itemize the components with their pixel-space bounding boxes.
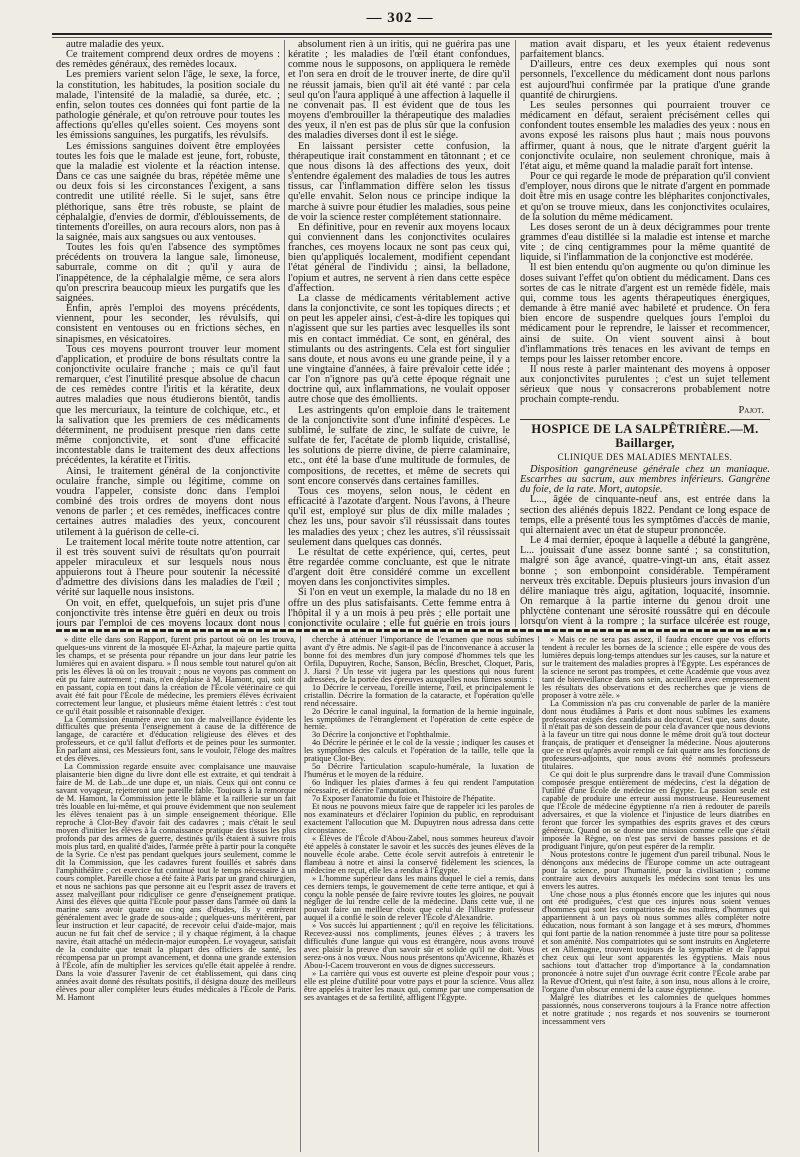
paragraph: Le traitement local mérite toute notre attention, car il est très souvent suivi de résultats qu'on pourrait appeler miraculeux et sur lesquels nous nous appuierons tout à l'heure pour soutenir la nécessité d'admettre des divisions dans les maladies de l'œil ; vérité sur laquelle nous insistons. — [56, 536, 280, 599]
header-rule-thin — [52, 37, 772, 38]
paragraph: Tous ces moyens pourront trouver leur moment d'application, et produire de bons résultats contre la conjonctivite oculaire franche ; mais ce qu'il faut remarquer, c'est l'inutilité presque absolue de chacun de ces remèdes contre l'iritis et la kératite, deux autres maladies que nous étudierons bientôt, tandis que les mercuriaux, la teinture de colchique, etc., et la salivation que les premiers de ces médicaments déterminent, ne produisent presque rien dans cette même conjonctivite, et sont d'une efficacité incontestable dans le traitement des deux affections précédentes, la kératite et l'iritis. — [56, 343, 280, 467]
paragraph: mation avait disparu, et les yeux étaient redevenus parfaitement blancs. — [520, 40, 770, 61]
paragraph: 5o Décrire l'articulation scapulo-humérale, la luxation de l'humérus et le moyen de la réduire. — [304, 762, 534, 780]
paragraph: Les astringents qu'on emploie dans le traitement de la conjonctivite sont d'une infinité d'espèces. Le sublimé, le sulfate de zinc, le sulfate de cuivre, le sulfate de fer, l'acétate de plomb liquide, cristallisé, les solutions de pierre divine, de pierre calaminaire, etc., ont été la base d'une multitude de formules, de compositions, de recettes, et même de secrets qui sont encore conservés dans certaines familles. — [288, 404, 510, 487]
paragraph: Tous ces moyens, selon nous, le cèdent en efficacité à l'azotate d'argent. Nous l'avons, à l'heure qu'il est, employé sur plus de dix mille malades ; chez les uns, pour savoir s'il réussissait dans toutes les maladies des yeux ; chez les autres, s'il réussissait seulement dans quelques cas donnés. — [288, 485, 510, 548]
clinique-subheading: CLINIQUE DES MALADIES MENTALES. — [557, 451, 733, 462]
paragraph: L..., âgée de cinquante-neuf ans, est entrée dans la section des aliénés depuis 1822. Pendant ce long espace de temps, elle a présenté tous les symptômes d'accès de manie, qui alternaient avec un état de stupeur prononcée. — [520, 494, 770, 536]
paragraph: La Commission énumère avec un ton de malveillance évidente les difficultés que présenta l'enseignement à cause de la différence de langage, de caractère et d'éducation religieuse des élèves et des professeurs, et ce qu'il fallut d'efforts et de peines pour les surmonter. En parlant ainsi, ces Messieurs font, sans le vouloir, l'éloge des maîtres et des élèves. — [56, 714, 296, 764]
paragraph: On voit, en effet, quelquefois, un sujet pris d'une conjonctivite très intense être guéri en deux ou trois jours par l'emploi de ces moyens locaux dont nous — [56, 597, 280, 627]
paragraph: Les émissions sanguines doivent être employées toutes les fois que le malade est jeune, fort, robuste, que la maladie est violente et la réaction intense. Dans ce cas une saignée du bras, répétée même une ou deux fois si les circonstances l'exigent, a sans contredit une utilité réelle. Si le sujet, sans être pléthorique, sans être très robuste, se plaint de céphalalgie, d'envies de dormir, d'éblouissements, de tintements d'oreilles, on aura recours alors, non pas à la saignée, mais aux sangsues ou aux ventouses. — [56, 140, 280, 243]
paragraph: » Mais ce ne sera pas assez, il faudra encore que vos efforts tendent à reculer les bornes de la science ; elle espère de vous des lumières depuis long-temps attendues sur les causes, sur la nature et sur le traitement des maladies propres à l'Égypte. Les espérances de la science ne seront pas trompées, et cette Académie que vous avez tant de bienveillance dans son sein, accueillera avec empressement les résultats des observations et des recherches que je viens de proposer à votre zèle. » — [542, 636, 770, 700]
article-column-2 — [288, 40, 510, 627]
column-divider — [300, 636, 301, 1152]
paragraph: La Commission n'a pas cru convenable de parler de la manière dont nous étudiâmes à Paris et dont nous subîmes les examens professorat exigés des candidats au doctorat. C'est que, sans doute, il n'était pas de son dessein de pour cela d'avancer que nous devions à la faveur un titre qui nous donne le même droit qu'à tout docteur français, de pratiquer et d'enseigner la médecine. Nous ajouterons que ce n'est qu'après avoir rempli ce fait quatre ans les fonctions de professeurs-adjoints, que nous avons été nommés professeurs titulaires. — [542, 698, 770, 772]
feuilleton-column-1 — [56, 636, 296, 1152]
paragraph: Le résultat de cette expérience, qui, certes, peut être regardée comme concluante, est que le nitrate d'argent doit être considéré comme un excellent moyen dans les conjonctivites simples. — [288, 546, 510, 589]
feuilleton-column-2 — [304, 636, 534, 1152]
paragraph: » ditte elle dans son Rapport, furent pris partout où on les trouva, quelques-uns vinrent de la mosquée El-Azhar, la majeure partie quitta les champs, et se présenta pour répandre un jour dans leur patrie les lumières qui en avaient disparu. » Il nous semble tout naturel qu'on ait pris les élèves là où on les trouvait ; nous ne voyons pas comment on eût pu faire autrement ; mais, n'en déplaise à M. Hamont, qui, soit dit en passant, copia en tout dans la création de l'École vétérinaire ce qui avait été fait pour l'École de médecine, les premiers élèves écrivaient correctement leur langue, et plusieurs même étaient lettrés : c'est tout ce qu'il était possible et raisonnable d'exiger. — [56, 636, 296, 716]
paragraph: autre maladie des yeux. — [66, 40, 165, 50]
paragraph: Ce qui doit le plus surprendre dans le travail d'une Commission composée presque entièrement de médecins, c'est la dégation de l'utilité d'une École de médecine en Égypte. La passion seule est capable de produire une erreur aussi monstrueuse. Heureusement que l'École de médecine égyptienne n'a rien à redouter de pareils adversaires, et que la violence et l'injustice de leurs diatribes en feront que forcer les sympathies des esprits graves et des cœurs généreux. Quand on se donne une mission comme celle que s'était imposée la Règne, on n'est pas servi de basses passions et de prodiguant l'injure, qu'on peut espérer de la remplir. — [542, 770, 770, 851]
column-divider — [538, 636, 539, 1152]
paragraph: 6o Indiquer les plaies d'armes à feu qui rendent l'amputation nécessaire, et décrire l'amputation. — [304, 778, 534, 796]
paragraph: Les seules personnes qui pourraient trouver ce médicament en défaut, seraient précisément celles qui confondent toutes ensemble les maladies des yeux : nous en avons exposé les raisons plus haut ; mais nous pouvons affirmer, quant à nous, que le nitrate d'argent guérit la conjonctivite oculaire, non seulement chronique, mais à l'état aigu, et même quand la maladie paraît fort intense. — [520, 99, 770, 172]
paragraph: Les premiers varient selon l'âge, le sexe, la force, la constitution, les habitudes, la position sociale du malade, l'intensité de la maladie, sa durée, etc. ; enfin, selon toutes ces données qui font partie de la pathologie générale, et qu'on retrouve pour toutes les affections qu'elles qu'elles soient. Ces moyens sont les émissions sanguines, les purgatifs, les révulsifs. — [56, 69, 280, 142]
paragraph: Les doses seront de un à deux décigrammes pour trente grammes d'eau distillée si la maladie est intense et marche vite ; de cinq centigrammes pour la même quantité de liquide, si l'inflammation de la conjonctive est modérée. — [520, 221, 770, 264]
column-divider — [284, 40, 285, 627]
paragraph: Ce traitement comprend deux ordres de moyens : des remèdes généraux, des remèdes locaux. — [56, 49, 280, 71]
paragraph: » L'homme supérieur dans les mains duquel le ciel a remis, dans ces derniers temps, le gouvernement de cette terre antique, et qui à conçu la noble pensée de faire revivre toutes les gloires, ne pouvait négliger de lui rendre celle de la médecine. Dans cette vue, il ne pouvait faire un meilleur choix que celui de l'illustre professeur auquel il a confié le soin de relever l'École d'Alexandrie. — [304, 873, 534, 923]
article-column-3 — [520, 40, 770, 627]
paragraph: » La carrière qui vous est ouverte est pleine d'espoir pour vous ; elle est pleine d'utilité pour votre pays et pour la science. Vous allez être appelés à traiter les maux qui, comme par une compensation de ses avantages et de sa fertilité, affligent l'Égypte. — [304, 969, 534, 1002]
paragraph: Et nous ne pouvons mieux faire que de rappeler ici les paroles de nos examinateurs et d'éclairer l'opinion du public, en reproduisant exactement l'allocution que M. Dupuytren nous adressa dans cette circonstance. — [304, 802, 534, 835]
paragraph: La classe de médicaments véritablement active dans la conjonctivite, ce sont les topiques directs ; et on peut les appeler ainsi, c'est-à-dire les topiques qui n'agissent que sur les parties avec lesquelles ils sont mis en contact immédiat. Ce sont, en général, des stimulants ou des astringents. Cela est fort singulier sans doute, et nous avons eu une grande peine, il y a une vingtaine d'années, à faire prévaloir cette idée ; car l'on n'ignore pas qu'à cette époque régnait une doctrine qui, aux inflammations, ne voulait opposer autre chose que des émollients. — [288, 292, 510, 406]
paragraph: » Vos succès lui appartiennent ; qu'il en reçoive les félicitations. Recevez-aussi nos compliments, jeunes élèves ; à travers les difficultés d'une langue qui vous est étrangère, nous avons trouvé avec plaisir la preuve d'un savoir sûr et solide qu'il ne doit. Vous serez-ons à nos vœux. Nous nous présentons qu'Avicenne, Rhazès et Abou-l-Cacem trouveront en vous de dignes successeurs. — [304, 921, 534, 971]
paragraph: Ainsi, le traitement général de la conjonctivite oculaire franche, simple ou légitime, comme on voudra l'appeler, consiste donc dans l'emploi combiné des trois ordres de moyens dont nous venons de parler ; et ces remèdes, inefficaces contre certaines autres maladies des yeux, concourent utilement à la guérison de celle-ci. — [56, 465, 280, 538]
paragraph: 1o Décrire le cerveau, l'oreille interne, l'œil, et principalement le cristallin. Décrire la formation de la cataracte, et l'opération qu'elle rend nécessaire. — [304, 682, 534, 708]
paragraph: Il est bien entendu qu'on augmente ou qu'on diminue les doses suivant l'effet qu'on obtient du médicament. Dans ces sortes de cas le nitrate d'argent est un remède fidèle, mais qui, comme tous les agents thérapeutiques énergiques, demande à être manié avec habileté et prudence. On fera bien encore de suspendre quelques jours l'emploi du médicament pour le reprendre, le laisser et recommencer, ainsi de suite. On vient souvent ainsi à bout d'inflammations très tenaces en les avivant de temps en temps pour les laisser retomber encore. — [520, 262, 770, 365]
paragraph: Pour ce qui regarde le mode de préparation qu'il convient d'employer, nous dirons que le nitrate d'argent en pommade doit être mis en usage contre les blépharites conjonctivales, et qu'on se trouve mieux, dans les conjonctivites oculaires, de la solution du même médicament. — [520, 171, 770, 223]
page-number: — 302 — — [366, 10, 434, 26]
paragraph: cherche à atténuer l'importance de l'examen que nous subîmes avant d'y être admis. Ne s'agit-il pas de l'inconvenance à accuser la bonne foi des membres d'un jury composé d'hommes tels que les Orfila, Dupuytren, Roche, Sanson, Béclin, Breschet, Cloquet, Paris, J. Jiarsi ? Un tesse vit jugera par les questions qui nous furent adressées, de la portée des épreuves auxquelles nous fûmes soumis : — [304, 636, 534, 684]
paragraph: Enfin, après l'emploi des moyens précédents, viennent, pour les seconder, les révulsifs, qui consistent en ventouses ou en frictions sèches, en sinapismes, en vésicatoires. — [56, 303, 280, 345]
paragraph: 7o Exposer l'anatomie du foie et l'histoire de l'hépatite. — [312, 794, 496, 804]
paragraph: En laissant persister cette confusion, la thérapeutique irait constamment en tâtonnant ; et ce que nous disons là des affections des yeux, doit s'entendre également des maladies de tous les autres tissus, car l'inflammation diffère selon les tissus qu'elle envahit. Selon nous ce principe indique la marche à suivre pour étudier les maladies, sous peine de voir la science rester complétement stationnaire. — [288, 140, 510, 223]
paragraph: 4o Décrire le périnée et le col de la vessie ; indiquer les causes et les symptômes des calculs et l'opération de la taille, telle que la pratique Clot-Bey. — [304, 738, 534, 764]
paragraph: Nous protestons contre le jugement d'un pareil tribunal. Nous le dénonçons aux médecins de l'Europe comme un acte outrageant pour la science, pour l'humanité, pour la civilisation ; comme contraire aux devoirs auxquels les médecins sont tenus les uns envers les autres. — [542, 849, 770, 891]
hospice-heading: HOSPICE DE LA SALPÊTRIÈRE.—M. Baillarger, — [531, 421, 759, 450]
header-rule — [52, 33, 772, 35]
paragraph: D'ailleurs, entre ces deux exemples qui nous sont personnels, l'excellence du médicament dont nous parlons est aujourd'hui confirmée par la pratique d'une grande quantité de chirurgiens. — [520, 59, 770, 101]
paragraph: 2o Décrire le canal inguinal, la formation de la hernie inguinale, les symptômes de l'étranglement et l'opération de cette espèce de hernie. — [304, 706, 534, 732]
paragraph: absolument rien à un iritis, qui ne guérira pas une kératite ; les maladies de l'œil étant confondues, comme nous le supposons, on appliquera le remède et l'on sera en droit de le trouver inerte, de dire qu'il ne réussit jamais, bien qu'il ait été vanté : par cela seul qu'on l'aura appliqué à une affection à laquelle il ne convenait pas. Il est évident que de tous les moyens d'embrouiller la thérapeutique des maladies des yeux, il n'en est pas de plus sûr que la confusion des maladies diverses dont il est le siége. — [288, 40, 510, 142]
paragraph: Une chose nous a plus étonnés encore que les injures qui nous ont été prodiguées, c'est que ces injures nous soient venues d'hommes qui sont les compatriotes de nos maîtres, d'hommes qui appartiennent à un pays où nous sommes allés compléter notre éducation, nous formant à son langage et à ses mœurs, d'hommes qui font partie de la nation renommée à juste titre pour sa politesse et son aménité. Nos compatriotes qui se sont instruits en Angleterre et en Allemagne, trouvent toujours de la sympathie et de l'appui chez ceux qui leur sont apparentés les égyptiens. Mais nous sachions tout d'attacher trop d'importance à la condamnation prononcée à notre sujet d'un ouvrage écrit contre l'École arabe par la Revue d'Orient, qui n'est faite, à son insu, nous allons à le croire, l'organe d'un obscur ennemi de la cause égyptienne. — [542, 889, 770, 994]
paragraph: Malgré les diatribes et les calomnies de quelques hommes passionnés, nous conserverons toujours à la France notre affection et notre gratitude ; nos regards et nos souvenirs se tourneront incessamment vers — [542, 992, 770, 1026]
case-subject: Disposition gangréneuse générale chez un maniaque. Escarrhes au sacrum, aux membres inférieurs. Gangrène du foie, de la rate. Mort, autopsie. — [520, 463, 770, 496]
paragraph: Toutes les fois qu'en l'absence des symptômes précédents on trouvera la langue sale, limoneuse, saburrale, comme on dit ; qu'il y aura de l'inappétence, de la céphalalgie même, ce sera alors qu'on prescrira beaucoup mieux les purgatifs que les saignées. — [56, 242, 280, 304]
paragraph: En définitive, pour en revenir aux moyens locaux qui conviennent dans les conjonctivites oculaires franches, ces moyens locaux ne sont pas ceux qui, bien qu'appliqués localement, modifient cependant l'état général de l'individu ; ainsi, la belladone, l'opium et autres, ne servent à rien dans cette espèce d'affection. — [288, 221, 510, 294]
paragraph: 3o Décrire la conjonctive et l'ophthalmie. — [312, 730, 451, 740]
paragraph: Il nous reste à parler maintenant des moyens à opposer aux conjonctivites purulentes ; c'est un sujet tellement sérieux que nous y consacrerons probablement notre prochain compte-rendu. — [520, 364, 770, 406]
feuilleton-column-3 — [542, 636, 770, 1152]
paragraph: La Commission regarde ensuite avec complaisance une mauvaise plaisanterie bien digne du livre dont elle est extraite, et qui tendrait à faire de M. de Lab...de une dupe et, un niais. Ceux qui ont connu ce savant voyageur, rejetteront une pareille fable. Toujours à la remorque de M. Hamont, la Commission jette le blâme et la raillerie sur un fait très louable en lui-même, et qui prouve évidemment que non seulement les élèves tenaient pas à un simple enseignement théorique. Elle reproche à Clot-Bey d'avoir fait des cadavres ; mais c'était le seul moyen d'initier les élèves à la connaissance pratique des tissus les plus profonds par des armes de guerre, destinés qu'ils étaient à suivre trois mois plus tard, en qualité d'aides, l'armée prête à partir pour la conquête de la Syrie. Ce n'est pas pendant quelques jours seulement, comme le dit la Commission, que les cadavres furent fouillés et sabrés dans l'amphithéâtre ; cet exercice fut continué tout le temps nécessaire à un cours complet. Pareille chose a été faite à Paris par un grand chirurgien, et nous ne sachions pas que personne ait eu l'esprit assez de travers et assez malveillant pour ridiculiser ce genre d'enseignement pratique. Ainsi des élèves que quitta l'École pour passer dans l'armée où dans la marine sans avoir quatre ou cinq ans d'études, ils y entrèrent généralement avec le grade de sous-aide ; quelques-uns méritèrent, par leur instruction et leur capacité, de recevoir celui d'aide-major, mais aucun ne fut fait chef de service ; il y chaque régiment, à la chaque navire, était attaché un médecin-major européen. Le voyageur, satisfait de la conduite que tenait la plupart des officiers de santé, les récompensa par un prompt avancement, et donna une grande extension à l'École, afin de multiplier les services qu'elle était appelée à rendre. Dans la voie d'assurer l'avenir de cet établissement, qui dans cinq années avait donné des résultats positifs, il désigna douze des meilleurs élèves pour aller compléter leurs études médicales à l'École de Paris. M. Hamont — [56, 762, 296, 1002]
article-column-1 — [56, 40, 280, 627]
column-divider — [515, 40, 516, 627]
section-rule — [520, 419, 770, 420]
paragraph: « Élèves de l'École d'Abou-Zabel, nous sommes heureux d'avoir été appelés à constater le savoir et les succès des jeunes élèves de la nouvelle école arabe. Cette école servit autrefois à entretenir le flambeau à notre et ainsi la conservé fidèlement les sciences, la médecine en reçut, elle les a rendus à l'Égypte. — [304, 833, 534, 875]
paragraph: Si l'on en veut un exemple, la malade du no 18 en offre un des plus satisfaisants. Cette femme entra à l'hôpital il y a un mois à peu près ; elle portait une conjonctivite oculaire ; elle fut guérie en trois jours — [288, 587, 510, 627]
paragraph: Le 4 mai dernier, époque à laquelle a débuté la gangrène, L... jouissait d'une assez bonne santé ; sa constitution, malgré son âge avancé, quatre-vingt-un ans, était assez bonne ; son embonpoint considérable. Tempérament nerveux très excitable. Depuis plusieurs jours invasion d'un délire maniaque très aigu, agitation, loquacité, insomnie. On remarque à la partie interne du genou droit une phlyctène contenant une sérosité roussâtre qui en découle lorsqu'on vient à la rompre ; la surface ulcérée est rouge, — [520, 535, 770, 627]
feuilleton-divider — [56, 629, 770, 632]
author-signature: Pajot. — [738, 404, 764, 416]
